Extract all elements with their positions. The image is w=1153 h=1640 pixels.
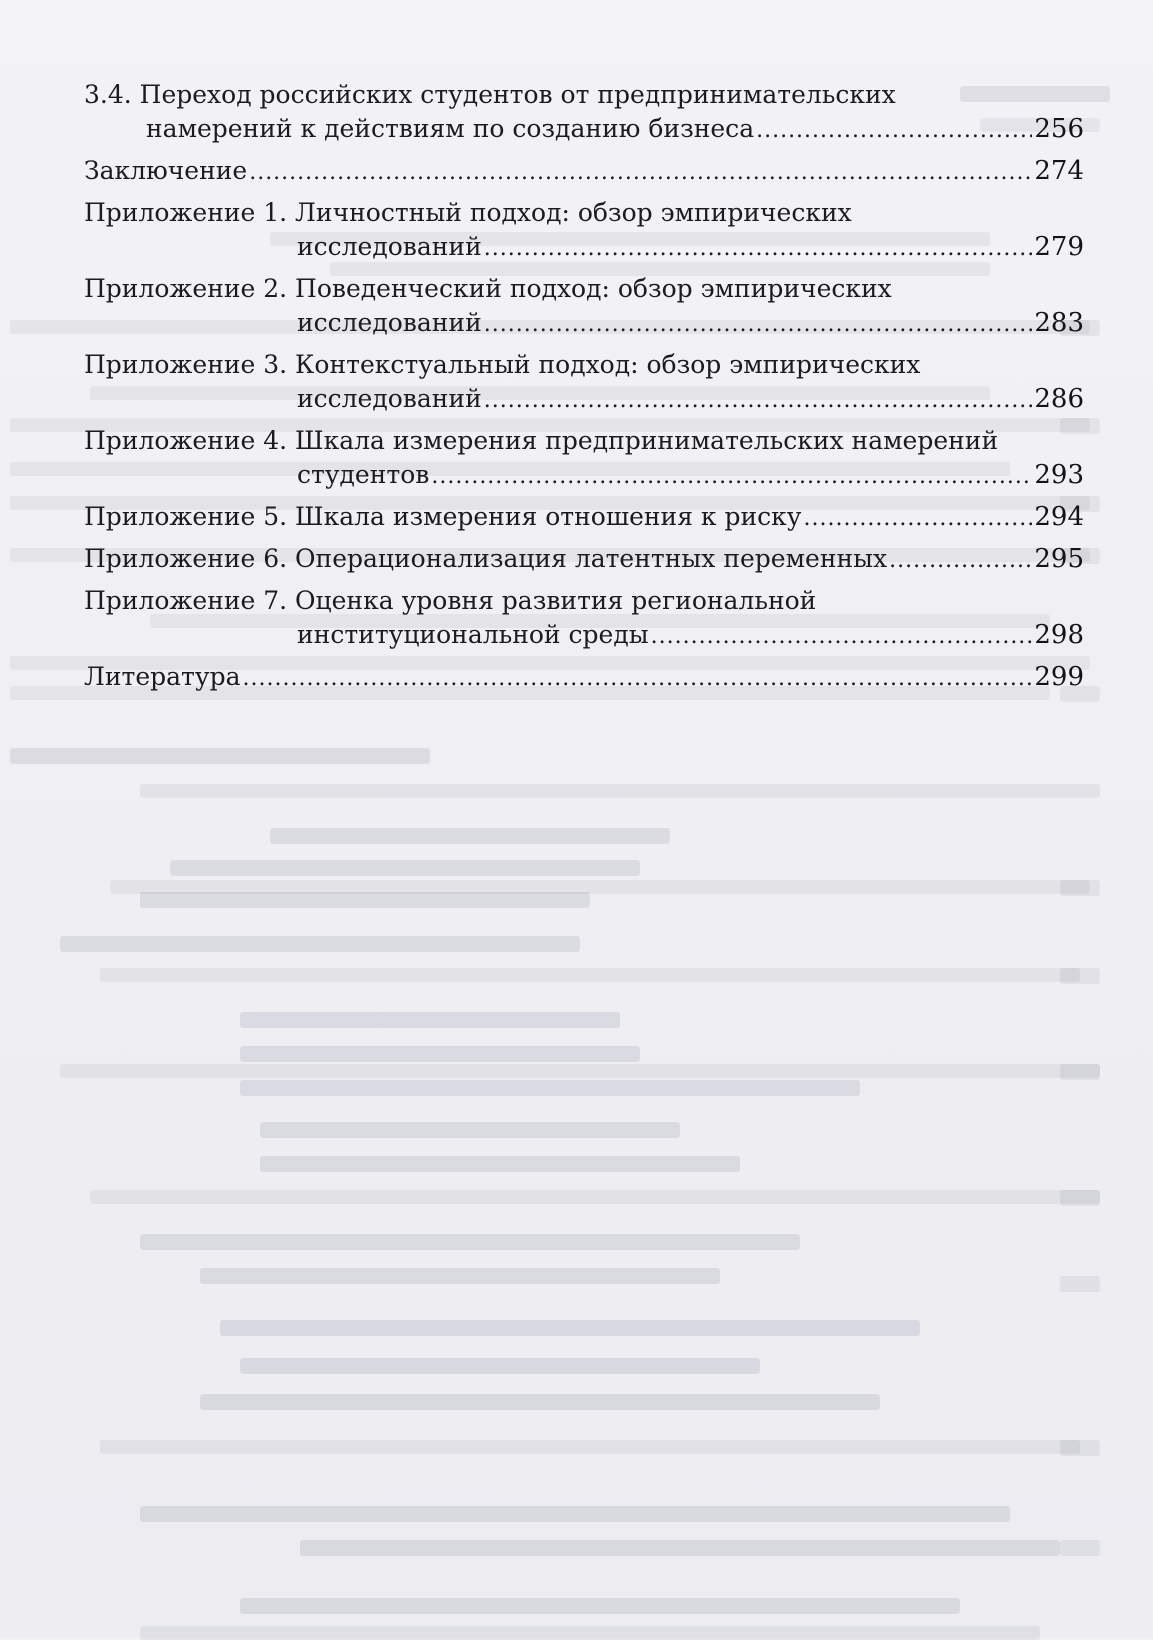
- dot-leader: [484, 308, 1033, 342]
- page-number: 279: [1034, 232, 1084, 262]
- toc-entry-3-4: [84, 78, 1084, 148]
- toc-entry-literature: [84, 660, 1084, 696]
- table-of-contents: [84, 78, 1084, 702]
- dot-leader: [803, 502, 1032, 536]
- toc-entry-title: Литература: [84, 662, 241, 691]
- toc-entry-appendix-7: [84, 584, 1084, 654]
- toc-entry-title-cont: институциональной среды: [297, 620, 649, 649]
- toc-entry-appendix-5: [84, 500, 1084, 536]
- toc-entry-title: Приложение 4. Шкала измерения предпринимательских намерений: [84, 426, 999, 455]
- page-number: 299: [1034, 662, 1084, 692]
- toc-entry-title: Приложение 6. Операционализация латентных переменных: [84, 544, 888, 573]
- toc-entry-appendix-2: [84, 272, 1084, 342]
- page-number: 256: [1034, 114, 1084, 144]
- toc-entry-title: Заключение: [84, 156, 248, 185]
- toc-entry-title: Приложение 7. Оценка уровня развития региональной: [84, 586, 817, 615]
- dot-leader: [484, 232, 1033, 266]
- page-number: 274: [1034, 156, 1084, 186]
- toc-entry-appendix-1: [84, 196, 1084, 266]
- toc-entry-title: Приложение 5. Шкала измерения отношения к риску: [84, 502, 802, 531]
- page-number: 295: [1034, 544, 1084, 574]
- toc-entry-title: Приложение 1. Личностный подход: обзор эмпирических: [84, 198, 852, 227]
- toc-entry-title: Приложение 3. Контекстуальный подход: обзор эмпирических: [84, 350, 921, 379]
- dot-leader: [484, 384, 1033, 418]
- toc-entry-appendix-3: [84, 348, 1084, 418]
- toc-entry-conclusion: [84, 154, 1084, 190]
- dot-leader: [431, 460, 1032, 494]
- page-number: 293: [1034, 460, 1084, 490]
- toc-entry-appendix-4: [84, 424, 1084, 494]
- toc-entry-title: 3.4. Переход российских студентов от предпринимательских: [84, 80, 896, 109]
- dot-leader: [249, 156, 1032, 190]
- dot-leader: [243, 662, 1033, 696]
- page-number: 283: [1034, 308, 1084, 338]
- page-number: 286: [1034, 384, 1084, 414]
- dot-leader: [756, 114, 1032, 148]
- toc-entry-title-cont: исследований: [297, 232, 482, 261]
- page-number: 298: [1034, 620, 1084, 650]
- page-number: 294: [1034, 502, 1084, 532]
- dot-leader: [651, 620, 1033, 654]
- toc-entry-title: Приложение 2. Поведенческий подход: обзор эмпирических: [84, 274, 892, 303]
- toc-entry-appendix-6: [84, 542, 1084, 578]
- toc-entry-title-cont: исследований: [297, 308, 482, 337]
- toc-entry-title-cont: студентов: [297, 460, 430, 489]
- toc-entry-title-cont: исследований: [297, 384, 482, 413]
- dot-leader: [889, 544, 1032, 578]
- toc-entry-title-cont: намерений к действиям по созданию бизнеса: [146, 114, 755, 143]
